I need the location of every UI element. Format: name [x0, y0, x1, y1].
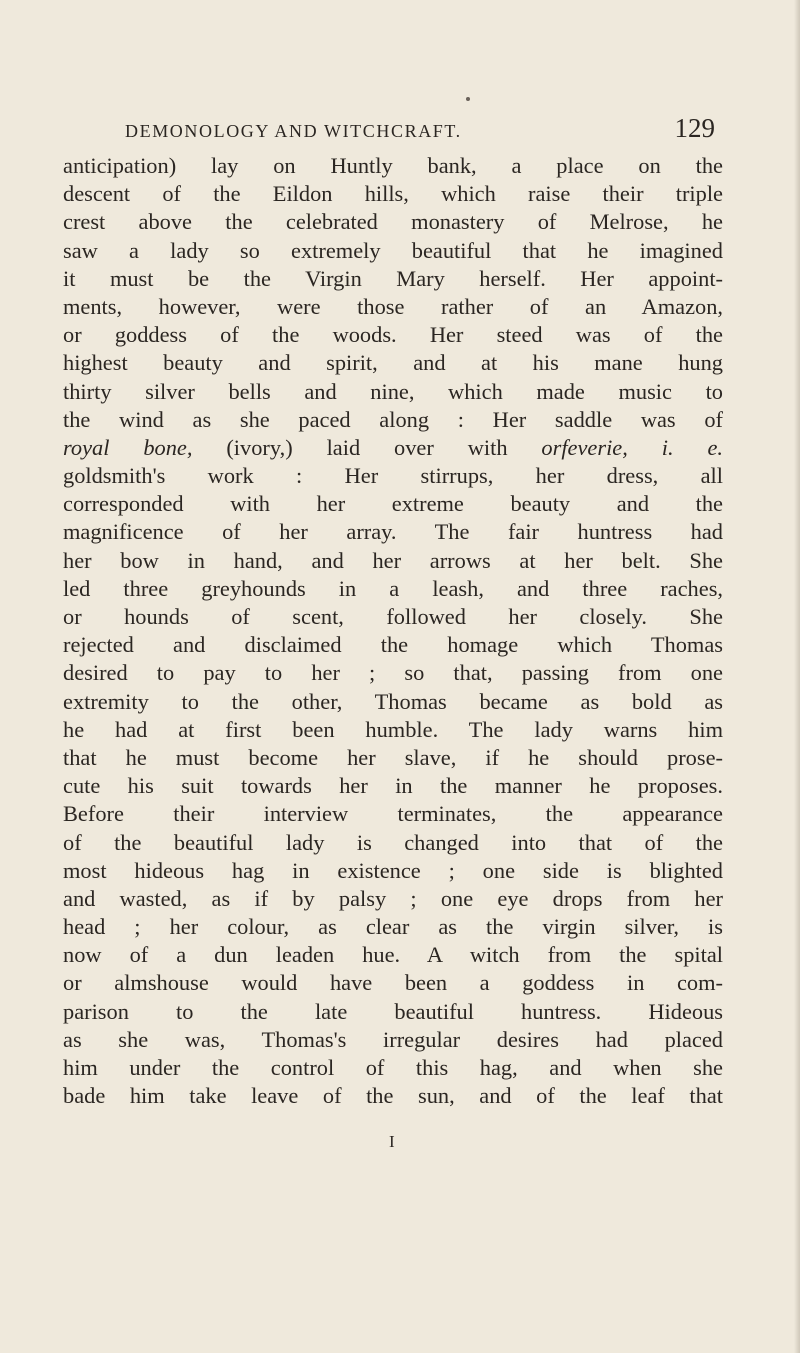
text-line: led three greyhounds in a leash, and three raches, [63, 575, 723, 601]
text-line: of the beautiful lady is changed into that of the [63, 829, 723, 855]
text-line: rejected and disclaimed the homage which Thomas [63, 632, 723, 658]
body-text [63, 152, 723, 1110]
text-line: corresponded with her extreme beauty and the [63, 491, 723, 517]
text-line: bade him take leave of the sun, and of the leaf that [63, 1083, 723, 1109]
text-line: Before their interview terminates, the appearance [63, 801, 723, 827]
text-line: descent of the Eildon hills, which raise their triple [63, 181, 723, 207]
italic-phrase: orfeverie, i. e. [541, 434, 723, 460]
page-number: 129 [674, 113, 715, 143]
text-line: cute his suit towards her in the manner he proposes. [63, 773, 723, 799]
text-line: highest beauty and spirit, and at his mane hung [63, 350, 723, 376]
text-line: or almshouse would have been a goddess in com- [63, 970, 723, 996]
ornament-dot [466, 97, 470, 101]
text-line: or goddess of the woods. Her steed was of the [63, 322, 723, 348]
text-line: as she was, Thomas's irregular desires had placed [63, 1026, 723, 1052]
text-line: ments, however, were those rather of an Amazon, [63, 293, 723, 319]
text-line [63, 434, 723, 462]
text-line: it must be the Virgin Mary herself. Her appoint- [63, 265, 723, 291]
text-line: anticipation) lay on Huntly bank, a place on the [63, 153, 723, 178]
running-title: DEMONOLOGY AND WITCHCRAFT. [125, 121, 462, 141]
text-line: and wasted, as if by palsy ; one eye drops from her [63, 885, 723, 911]
text-line: magnificence of her array. The fair huntress had [63, 519, 723, 545]
text-line: desired to pay to her ; so that, passing from one [63, 660, 723, 686]
text-line: him under the control of this hag, and when she [63, 1055, 723, 1080]
text-line: now of a dun leaden hue. A witch from the spital [63, 942, 723, 968]
page-edge [794, 0, 800, 1353]
text-line: crest above the celebrated monastery of Melrose, he [63, 209, 723, 235]
text-line: thirty silver bells and nine, which made music to [63, 378, 723, 404]
signature-mark: I [389, 1132, 395, 1151]
text-line: that he must become her slave, if he should prose- [63, 744, 723, 770]
running-head [125, 113, 715, 143]
text-segment: (ivory,) laid over with [192, 434, 542, 460]
text-line: saw a lady so extremely beautiful that he imagined [63, 237, 723, 263]
text-line: her bow in hand, and her arrows at her belt. She [63, 547, 723, 573]
text-line: extremity to the other, Thomas became as bold as [63, 688, 723, 714]
text-line: or hounds of scent, followed her closely. She [63, 604, 723, 629]
italic-phrase: royal bone, [63, 434, 193, 460]
text-line: goldsmith's work : Her stirrups, her dress, all [63, 463, 723, 489]
text-line: most hideous hag in existence ; one side is blighted [63, 857, 723, 883]
text-line: he had at first been humble. The lady warns him [63, 716, 723, 742]
text-line: parison to the late beautiful huntress. Hideous [63, 998, 723, 1024]
text-line: the wind as she paced along : Her saddle was of [63, 406, 723, 432]
text-line: head ; her colour, as clear as the virgin silver, is [63, 914, 723, 940]
